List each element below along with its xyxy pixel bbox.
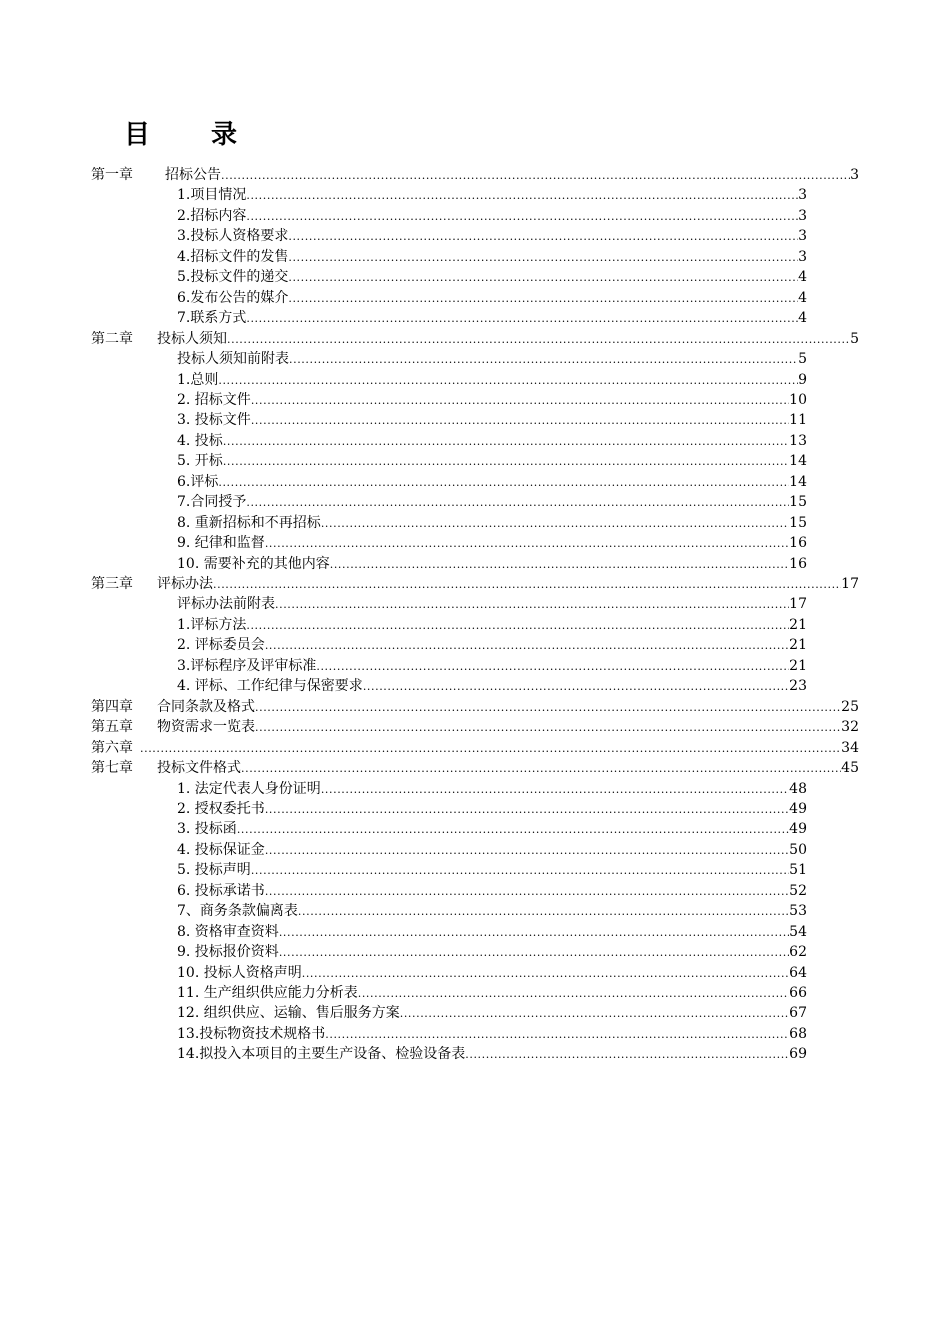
toc-entry-label: 3.投标人资格要求 <box>177 228 289 245</box>
toc-leader-dots <box>265 536 789 552</box>
toc-section-entry[interactable] <box>177 225 807 245</box>
toc-page-number: 53 <box>789 903 807 920</box>
toc-section-entry[interactable] <box>177 941 807 961</box>
toc-section-entry[interactable] <box>177 962 807 982</box>
toc-leader-dots <box>237 822 789 838</box>
toc-entry-label: 4. 评标、工作纪律与保密要求 <box>177 678 363 695</box>
toc-leader-dots <box>279 925 789 941</box>
toc-leader-dots <box>298 904 789 920</box>
toc-chapter-number: 第一章 <box>91 167 133 183</box>
toc-entry-label: 11. 生产组织供应能力分析表 <box>177 985 358 1001</box>
toc-chapter-entry[interactable] <box>91 737 859 757</box>
toc-chapter-number: 第五章 <box>91 719 133 736</box>
toc-chapter-entry[interactable] <box>91 573 859 593</box>
toc-entry-label: 2. 评标委员会 <box>177 637 265 654</box>
toc-section-entry[interactable] <box>177 778 807 798</box>
toc-leader-dots <box>288 250 798 266</box>
toc-page-number: 48 <box>789 780 807 797</box>
toc-page-number: 5 <box>798 351 807 368</box>
toc-entry-label: 评标办法前附表 <box>177 596 275 613</box>
toc-entry-label: 2. 授权委托书 <box>177 800 265 817</box>
toc-entry-label: 1.评标方法 <box>177 616 247 633</box>
toc-page-number: 66 <box>789 985 807 1001</box>
toc-entry-label: 3.评标程序及评审标准 <box>177 657 317 674</box>
toc-entry-label: 14.拟投入本项目的主要生产设备、检验设备表 <box>177 1046 466 1063</box>
toc-page-number: 4 <box>798 310 807 327</box>
toc-leader-dots <box>363 679 789 695</box>
toc-entry-label: 7.联系方式 <box>177 310 247 327</box>
toc-page-number: 21 <box>789 616 807 633</box>
toc-section-entry[interactable] <box>177 409 807 429</box>
toc-leader-dots <box>321 782 789 798</box>
toc-section-entry[interactable] <box>177 450 807 470</box>
toc-leader-dots <box>246 618 789 634</box>
toc-page-number: 49 <box>789 800 807 817</box>
toc-section-entry[interactable] <box>177 900 807 920</box>
toc-leader-dots <box>288 229 798 245</box>
toc-leader-dots <box>251 863 789 879</box>
toc-page-number: 17 <box>789 596 807 613</box>
toc-page-number: 3 <box>850 167 859 183</box>
toc-entry-label: 13.投标物资技术规格书 <box>177 1025 326 1042</box>
toc-section-entry[interactable] <box>177 1043 807 1063</box>
toc-section-entry[interactable] <box>177 471 807 491</box>
toc-section-entry[interactable] <box>177 593 807 613</box>
toc-page-number: 67 <box>789 1005 807 1022</box>
toc-leader-dots <box>316 659 789 675</box>
toc-leader-dots <box>218 373 798 389</box>
toc-chapter-number: 第三章 <box>91 576 133 592</box>
toc-entry-label: 8. 重新招标和不再招标 <box>177 514 321 531</box>
toc-page-number: 5 <box>850 330 859 347</box>
toc-leader-dots <box>251 393 789 409</box>
toc-page-number: 11 <box>789 412 807 429</box>
toc-entry-label: 8. 资格审查资料 <box>177 923 279 940</box>
toc-section-entry[interactable] <box>177 266 807 286</box>
toc-page-number: 4 <box>798 269 807 286</box>
toc-leader-dots <box>265 843 789 859</box>
toc-page-number: 9 <box>798 371 807 388</box>
toc-entry-label: 评标办法 <box>157 576 213 592</box>
toc-entry-label: 7.合同授予 <box>177 494 247 511</box>
toc-page-number: 34 <box>841 739 859 756</box>
toc-leader-dots <box>218 475 789 491</box>
toc-leader-dots <box>221 168 850 184</box>
toc-leader-dots <box>223 454 789 470</box>
toc-entry-label: 物资需求一览表 <box>157 719 255 736</box>
toc-leader-dots <box>302 966 789 982</box>
toc-section-entry[interactable] <box>177 921 807 941</box>
toc-page-number: 54 <box>789 923 807 940</box>
toc-leader-dots <box>465 1047 789 1063</box>
toc-page-number: 68 <box>789 1025 807 1042</box>
toc-section-entry[interactable] <box>177 818 807 838</box>
toc-entry-label: 6. 投标承诺书 <box>177 882 265 899</box>
toc-section-entry[interactable] <box>177 1023 807 1043</box>
toc-entry-label: 7、商务条款偏离表 <box>177 903 298 920</box>
toc-section-entry[interactable] <box>177 532 807 552</box>
toc-leader-dots <box>255 700 841 716</box>
toc-section-entry[interactable] <box>177 205 807 225</box>
toc-leader-dots <box>321 516 789 532</box>
toc-leader-dots <box>325 1027 789 1043</box>
toc-entry-label: 9. 投标报价资料 <box>177 944 279 961</box>
page-title: 目 录 <box>124 120 264 150</box>
toc-section-entry[interactable] <box>177 369 807 389</box>
toc-section-entry[interactable] <box>177 675 807 695</box>
toc-entry-label: 3. 投标函 <box>177 821 237 838</box>
toc-page-number: 13 <box>789 432 807 449</box>
toc-leader-dots <box>246 188 798 204</box>
toc-leader-dots <box>227 332 850 348</box>
toc-entry-label: 5. 投标声明 <box>177 862 251 879</box>
toc-page-number: 16 <box>789 535 807 552</box>
toc-leader-dots <box>255 720 841 736</box>
toc-entry-label: 1.项目情况 <box>177 187 247 204</box>
toc-page-number: 3 <box>798 207 807 224</box>
toc-section-entry[interactable] <box>177 389 807 409</box>
toc-section-entry[interactable] <box>177 880 807 900</box>
toc-page-number: 32 <box>841 719 859 736</box>
toc-page-number: 52 <box>789 882 807 899</box>
toc-leader-dots <box>246 495 789 511</box>
toc-chapter-entry[interactable] <box>91 757 859 777</box>
toc-entry-label: 投标人须知前附表 <box>177 351 289 368</box>
toc-entry-label: 2.招标内容 <box>177 207 247 224</box>
toc-page-number: 4 <box>798 289 807 306</box>
toc-section-entry[interactable] <box>177 287 807 307</box>
toc-page-number: 15 <box>789 514 807 531</box>
toc-page-number: 23 <box>789 678 807 695</box>
toc-entry-label: 12. 组织供应、运输、售后服务方案 <box>177 1005 400 1022</box>
toc-chapter-entry[interactable] <box>91 716 859 736</box>
toc-entry-label: 1.总则 <box>177 371 219 388</box>
toc-section-entry[interactable] <box>177 430 807 450</box>
toc-chapter-entry[interactable] <box>91 328 859 348</box>
toc-leader-dots <box>140 741 841 757</box>
toc-page-number: 16 <box>789 555 807 572</box>
toc-leader-dots <box>330 557 789 573</box>
toc-leader-dots <box>265 802 789 818</box>
toc-entry-label: 2. 招标文件 <box>177 391 251 408</box>
toc-entry-label: 4. 投标保证金 <box>177 841 265 858</box>
toc-section-entry[interactable] <box>177 491 807 511</box>
toc-section-entry[interactable] <box>177 634 807 654</box>
toc-entry-label: 1. 法定代表人身份证明 <box>177 780 321 797</box>
toc-leader-dots <box>251 413 789 429</box>
toc-leader-dots <box>265 638 789 654</box>
toc-page-number: 3 <box>798 187 807 204</box>
toc-leader-dots <box>400 1006 789 1022</box>
toc-page-number: 49 <box>789 821 807 838</box>
toc-section-entry[interactable] <box>177 553 807 573</box>
toc-entry-label: 投标人须知 <box>157 330 227 347</box>
toc-section-entry[interactable] <box>177 246 807 266</box>
toc-entry-label: 4. 投标 <box>177 432 223 449</box>
toc-page-number: 69 <box>789 1046 807 1063</box>
toc-page-number: 14 <box>789 453 807 470</box>
toc-section-entry[interactable] <box>177 655 807 675</box>
toc-page-number: 15 <box>789 494 807 511</box>
toc-entry-label: 9. 纪律和监督 <box>177 535 265 552</box>
toc-leader-dots <box>279 945 789 961</box>
toc-leader-dots <box>288 291 798 307</box>
toc-page-number: 50 <box>789 841 807 858</box>
toc-leader-dots <box>275 597 789 613</box>
toc-leader-dots <box>289 352 798 368</box>
toc-section-entry[interactable] <box>177 348 807 368</box>
toc-page-number: 17 <box>841 576 859 592</box>
toc-entry-label: 4.招标文件的发售 <box>177 248 289 265</box>
toc-leader-dots <box>241 761 841 777</box>
toc-section-entry[interactable] <box>177 859 807 879</box>
toc-entry-label: 5.投标文件的递交 <box>177 269 289 286</box>
toc-page-number: 21 <box>789 657 807 674</box>
toc-entry-label: 10. 需要补充的其他内容 <box>177 555 330 572</box>
toc-page-number: 25 <box>841 698 859 715</box>
toc-chapter-number: 第六章 <box>91 739 133 756</box>
toc-entry-label: 3. 投标文件 <box>177 412 251 429</box>
toc-page-number: 3 <box>798 248 807 265</box>
toc-page-number: 45 <box>841 760 859 777</box>
toc-entry-label: 合同条款及格式 <box>157 698 255 715</box>
toc-chapter-entry[interactable] <box>91 696 859 716</box>
toc-entry-label: 招标公告 <box>165 167 221 183</box>
toc-page-number: 64 <box>789 964 807 981</box>
toc-chapter-number: 第七章 <box>91 760 133 777</box>
toc-section-entry[interactable] <box>177 982 807 1002</box>
toc-page-number: 3 <box>798 228 807 245</box>
toc-page-number: 14 <box>789 473 807 490</box>
toc-section-entry[interactable] <box>177 1002 807 1022</box>
toc-entry-label: 6.发布公告的媒介 <box>177 289 289 306</box>
toc-entry-label: 10. 投标人资格声明 <box>177 964 302 981</box>
toc-page-number: 21 <box>789 637 807 654</box>
toc-section-entry[interactable] <box>177 307 807 327</box>
toc-section-entry[interactable] <box>177 512 807 532</box>
toc-leader-dots <box>223 434 789 450</box>
toc-section-entry[interactable] <box>177 614 807 634</box>
toc-page-number: 51 <box>789 862 807 879</box>
toc-leader-dots <box>246 209 798 225</box>
toc-section-entry[interactable] <box>177 839 807 859</box>
toc-leader-dots <box>213 577 841 593</box>
toc-leader-dots <box>246 311 798 327</box>
toc-page-number: 62 <box>789 944 807 961</box>
toc-section-entry[interactable] <box>177 798 807 818</box>
toc-leader-dots <box>265 884 789 900</box>
toc-chapter-entry[interactable] <box>91 164 859 184</box>
toc-section-entry[interactable] <box>177 184 807 204</box>
toc-leader-dots <box>358 986 789 1002</box>
toc-entry-label: 5. 开标 <box>177 453 223 470</box>
toc-page-number: 10 <box>789 391 807 408</box>
toc-chapter-number: 第四章 <box>91 698 133 715</box>
toc-chapter-number: 第二章 <box>91 330 133 347</box>
toc-entry-label: 投标文件格式 <box>157 760 241 777</box>
toc-entry-label: 6.评标 <box>177 473 219 490</box>
toc-leader-dots <box>288 270 798 286</box>
